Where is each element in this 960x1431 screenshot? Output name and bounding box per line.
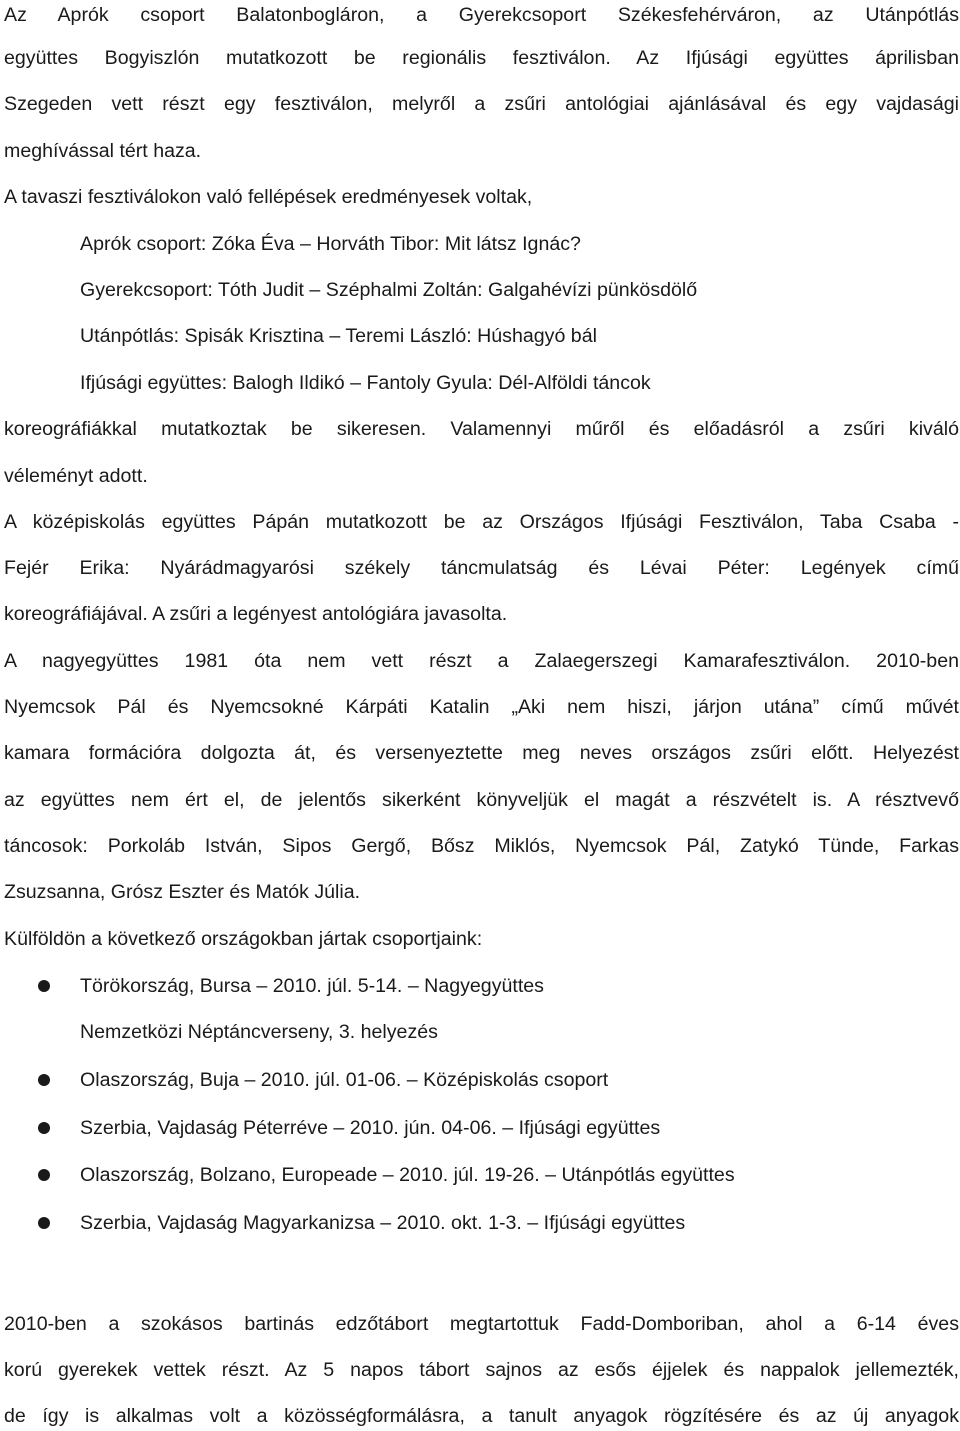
bullet-icon (38, 980, 50, 992)
paragraph-line: együttes Bogyiszlón mutatkozott be regionális fesztiválon. Az Ifjúsági együttes áprilisban (4, 47, 959, 69)
bullet-icon (38, 1122, 50, 1134)
paragraph-line: kamara formációra dolgozta át, és versenyeztette meg neves országos zsűri előtt. Helyezést (4, 742, 959, 764)
paragraph-line: meghívással tért haza. (4, 140, 202, 162)
performance-line: Aprók csoport: Zóka Éva – Horváth Tibor: Mit látsz Ignác? (80, 233, 581, 255)
paragraph-line: Külföldön a következő országokban jártak csoportjaink: (4, 928, 483, 950)
paragraph-line: az együttes nem ért el, de jelentős sikerként könyveljük el magát a részvételt is. A résztvevő (4, 789, 959, 811)
paragraph-line: korú gyerekek vettek részt. Az 5 napos tábort sajnos az esős éjjelek és nappalok jellemezték, (4, 1359, 959, 1381)
paragraph-line: Zsuzsanna, Grósz Eszter és Matók Júlia. (4, 881, 361, 903)
paragraph-line: koreográfiákkal mutatkoztak be sikeresen. Valamennyi műről és előadásról a zsűri kiváló (4, 418, 959, 440)
paragraph-line: Szegeden vett részt egy fesztiválon, melyről a zsűri antológiai ajánlásával és egy vajdasági (4, 93, 959, 115)
paragraph-line: Nyemcsok Pál és Nyemcsokné Kárpáti Katalin „Aki nem hiszi, járjon utána” című művét (4, 696, 959, 718)
paragraph-line: Az Aprók csoport Balatonbogláron, a Gyerekcsoport Székesfehérváron, az Utánpótlás (4, 4, 959, 26)
paragraph-line: táncosok: Porkoláb István, Sipos Gergő, Bősz Miklós, Nyemcsok Pál, Zatykó Tünde, Farkas (4, 835, 959, 857)
paragraph-line: Fejér Erika: Nyárádmagyarósi székely táncmulatság és Lévai Péter: Legények című (4, 557, 959, 579)
performance-line: Utánpótlás: Spisák Krisztina – Teremi László: Húshagyó bál (80, 325, 597, 347)
paragraph-line: koreográfiájával. A zsűri a legényest antológiára javasolta. (4, 603, 508, 625)
list-item-continuation: Nemzetközi Néptáncverseny, 3. helyezés (80, 1021, 438, 1043)
list-item: Törökország, Bursa – 2010. júl. 5-14. – Nagyegyüttes (80, 975, 544, 997)
paragraph-line: A középiskolás együttes Pápán mutatkozott be az Országos Ifjúsági Fesztiválon, Taba Csaba - (4, 511, 959, 533)
performance-line: Ifjúsági együttes: Balogh Ildikó – Fantoly Gyula: Dél-Alföldi táncok (80, 372, 651, 394)
bullet-icon (38, 1074, 50, 1086)
list-item: Szerbia, Vajdaság Péterréve – 2010. jún. 04-06. – Ifjúsági együttes (80, 1117, 661, 1139)
list-item: Olaszország, Bolzano, Europeade – 2010. júl. 19-26. – Utánpótlás együttes (80, 1164, 735, 1186)
paragraph-line: A nagyegyüttes 1981 óta nem vett részt a Zalaegerszegi Kamarafesztiválon. 2010-ben (4, 650, 959, 672)
list-item: Szerbia, Vajdaság Magyarkanizsa – 2010. okt. 1-3. – Ifjúsági együttes (80, 1212, 686, 1234)
bullet-icon (38, 1169, 50, 1181)
list-item: Olaszország, Buja – 2010. júl. 01-06. – Középiskolás csoport (80, 1069, 609, 1091)
paragraph-line: de így is alkalmas volt a közösségformálásra, a tanult anyagok rögzítésére és az új anyagok (4, 1405, 959, 1427)
bullet-icon (38, 1217, 50, 1229)
paragraph-line: 2010-ben a szokásos bartinás edzőtábort megtartottuk Fadd-Domboriban, ahol a 6-14 éves (4, 1313, 959, 1335)
performance-line: Gyerekcsoport: Tóth Judit – Széphalmi Zoltán: Galgahévízi pünkösdölő (80, 279, 698, 301)
paragraph-line: A tavaszi fesztiválokon való fellépések eredményesek voltak, (4, 186, 533, 208)
paragraph-line: véleményt adott. (4, 465, 148, 487)
